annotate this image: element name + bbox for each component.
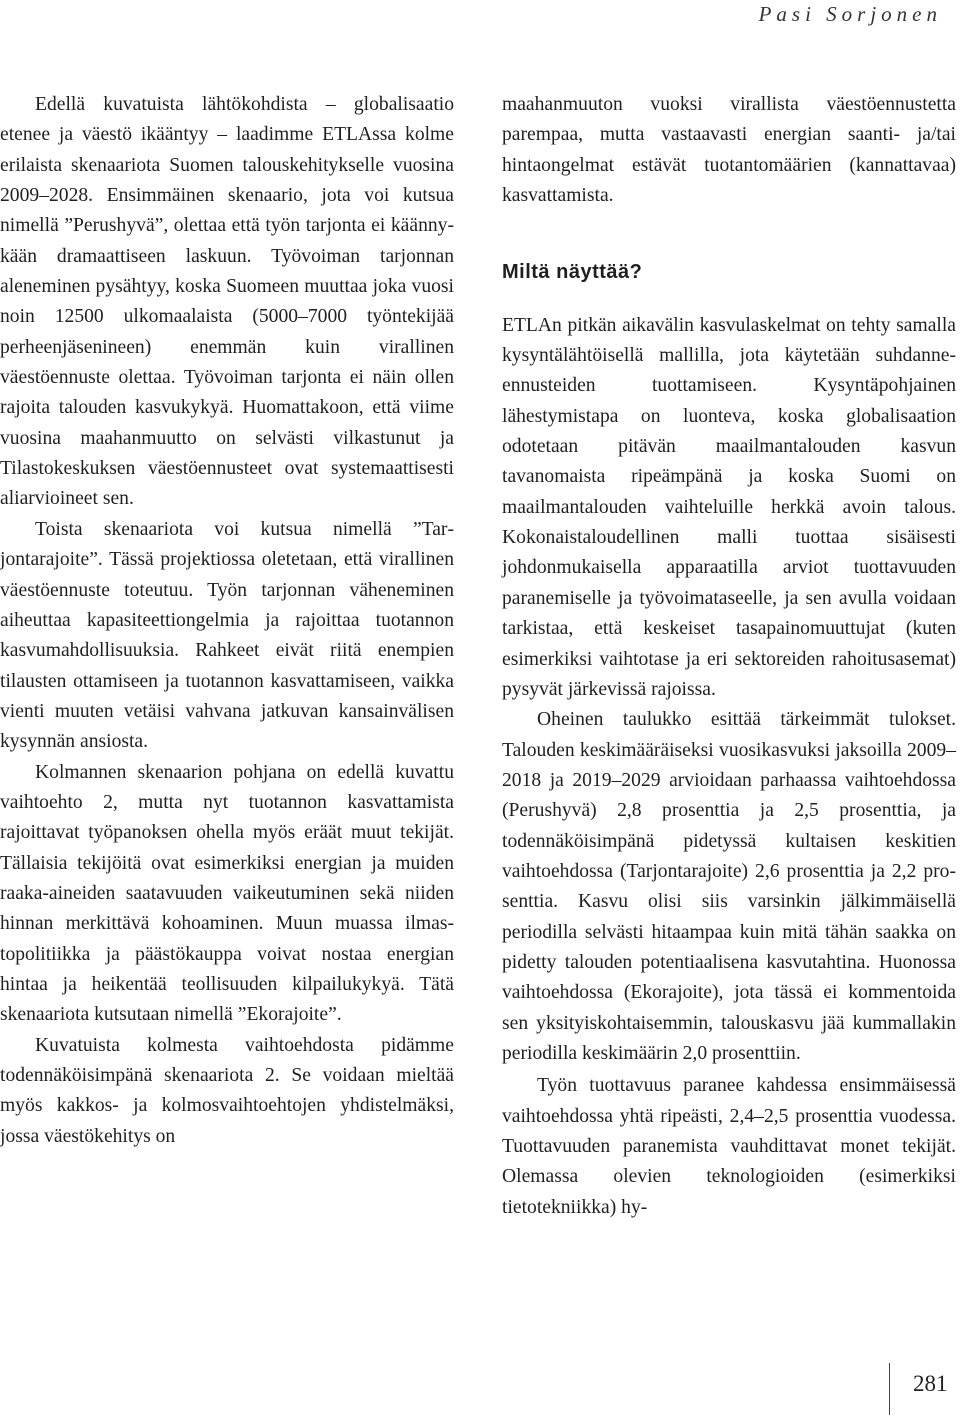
section-heading: Miltä näyttää? <box>502 261 643 284</box>
right-column <box>502 90 956 1223</box>
left-column <box>0 90 454 1152</box>
body-paragraph: Toista skenaariota voi kutsua nimellä ”Tarjontarajoite”. Tässä projektiossa oletetaan, että virallinen väestöennuste toteutuu. Työn tarjonnan väheneminen aiheuttaa kapasiteettiongelmia ja rajoittaa tuotannon kasvumahdollisuuksia. Rahkeet eivät riitä enempien tilausten ottamiseen ja tuotannon kasvattamiseen, vaikka vienti muuten vetäisi vahvana jatkuvan kansainvälisen kysynnän ansiosta. <box>0 518 454 753</box>
body-paragraph: ETLAn pitkän aikavälin kasvulaskelmat on tehty samalla kysyntälähtöisellä mallilla, jota käytetään suhdanne-ennusteiden tuottamiseen. Kysyntäpohjainen lähestymistapa on luonteva, koska globalisaation odotetaan pitävän maailmantalouden kasvun tavanomaista ripeämpänä ja koska Suomi on maailmantalouden vaihteluille herkkä avoin talous. Kokonaistaloudellinen malli tuottaa sisäisesti johdonmukaisella apparaatilla arviot tuottavuuden paranemiselle ja työvoimataseelle, ja sen avulla voidaan tarkistaa, että keskeiset tasapainomuuttujat (kuten esimerkiksi vaihtotase ja eri sektoreiden rahoitusasemat) pysyvät järkevissä rajoissa. <box>502 314 956 700</box>
body-paragraph: Kolmannen skenaarion pohjana on edellä kuvattu vaihtoehto 2, mutta nyt tuotannon kasvattamista rajoittavat työpanoksen ohella myös eräät muut tekijät. Tällaisia tekijöitä ovat esimerkiksi energian ja muiden raaka-aineiden saatavuuden vaikeutuminen sekä niiden hinnan merkittävä kohoaminen. Muun muassa ilmastopolitiikka ja päästökauppa voivat nostaa energian hintaa ja heikentää teollisuuden kilpailukykyä. Tätä skenaariota kutsutaan nimellä ”Ekorajoite”. <box>0 761 454 1026</box>
body-paragraph: Oheinen taulukko esittää tärkeimmät tulokset. Talouden keskimääräiseksi vuosikasvuksi jaksoilla 2009–2018 ja 2019–2029 arvioidaan parhaassa vaihtoehdossa (Perushyvä) 2,8 prosenttia ja 2,5 prosenttia, ja todennäköisimpänä pidetyssä kultaisen keskitien vaihtoehdossa (Tarjontarajoite) 2,6 prosenttia ja 2,2 prosenttia. Kasvu olisi siis varsinkin jälkimmäisellä periodilla selvästi hitaampaa kuin mitä tähän saakka on pidetty talouden potentiaalisena kasvutahtina. Huonossa vaihtoehdossa (Ekorajoite), jota tässä ei kommentoida sen yksityiskohtaisemmin, talouskasvu jää kummallakin periodilla keskimäärin 2,0 prosenttiin. <box>502 709 956 1064</box>
body-paragraph: Kuvatuista kolmesta vaihtoehdosta pidämme todennäköisimpänä skenaariota 2. Se voidaan mieltää myös kakkos- ja kolmosvaihtoehtojen yhdistelmäksi, jossa väestökehitys on <box>0 1034 454 1147</box>
page-number: 281 <box>913 1371 948 1396</box>
folio-rule <box>889 1363 890 1415</box>
body-paragraph: Edellä kuvatuista lähtökohdista – globalisaatio etenee ja väestö ikääntyy – laadimme ETLAssa kolme erilaista skenaariota Suomen talouskehitykselle vuosina 2009–2028. Ensimmäinen skenaario, jota voi kutsua nimellä ”Perushyvä”, olettaa että työn tarjonta ei käännykään dramaattiseen laskuun. Työvoiman tarjonnan aleneminen pysähtyy, koska Suomeen muuttaa joka vuosi noin 12500 ulkomaalaista (5000–7000 työntekijää perheenjäsenineen) enemmän kuin virallinen väestöennuste olettaa. Työvoiman tarjonta ei näin ollen rajoita talouden kasvukykyä. Huomattakoon, että viime vuosina maahanmuutto on selvästi vilkastunut ja Tilastokeskuksen väestöennusteet ovat systemaattisesti aliarvioineet sen. <box>0 94 454 510</box>
body-paragraph: Työn tuottavuus paranee kahdessa ensimmäisessä vaihtoehdossa yhtä ripeästi, 2,4–2,5 prosenttia vuodessa. Tuottavuuden paranemista vauhdittavat monet tekijät. Olemassa olevien teknologioiden (esimerkiksi tietotekniikka) hy- <box>502 1075 956 1218</box>
continued-paragraph: maahanmuuton vuoksi virallista väestöennustetta parempaa, mutta vastaavasti energian saanti- ja/tai hintaongelmat estävät tuotantomäärien (kannattavaa) kasvattamista. <box>502 94 956 207</box>
running-head: Pasi Sorjonen <box>758 2 942 26</box>
